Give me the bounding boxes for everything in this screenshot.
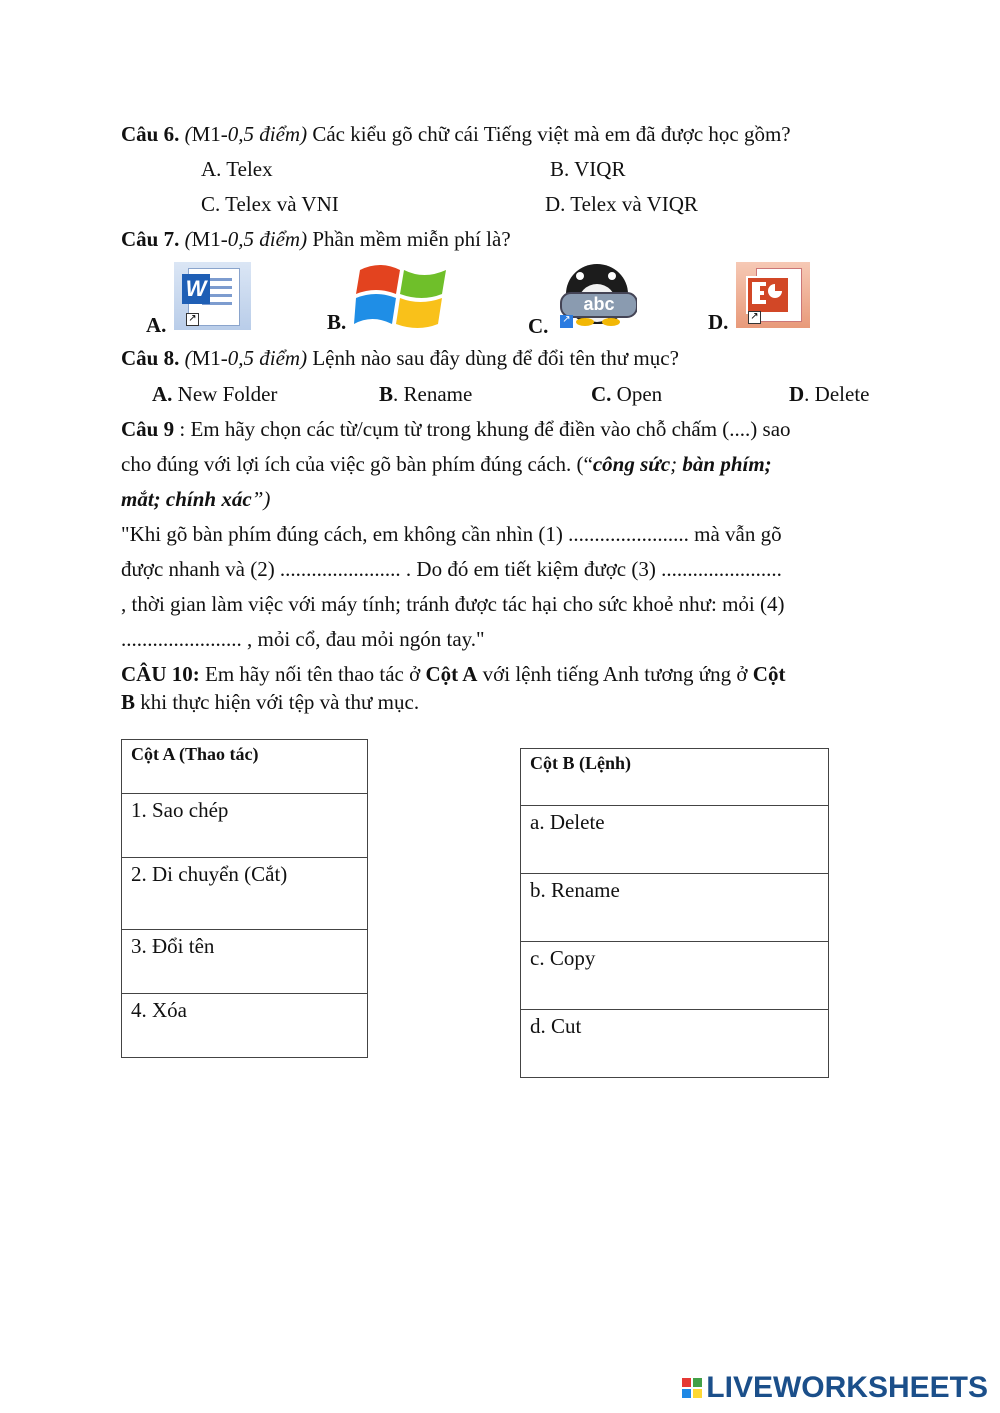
q8-option-a-letter: A. [152,382,173,406]
q7-option-c-letter[interactable]: C. [528,314,549,338]
q8-option-a-text: New Folder [172,382,278,406]
q9-label: Câu 9 [121,417,175,441]
q7-label: Câu 7. [121,227,180,251]
q10-text-4: khi thực hiện với tệp và thư mục. [135,690,420,714]
penguin-abc-icon[interactable] [556,262,637,330]
table-a-row[interactable]: 3. Đổi tên [122,930,368,994]
table-b-row[interactable]: c. Copy [521,942,829,1010]
q8-text: Lệnh nào sau đây dùng để đổi tên thư mục? [307,346,679,370]
q8-option-b[interactable] [379,382,472,407]
windows-logo-icon[interactable] [354,262,450,330]
q9-passage-1: "Khi gõ bàn phím đúng cách, em không cần nhìn (1) ....................... mà vẫn gõ [121,522,782,546]
q7-code-m: M1- [191,227,228,251]
liveworksheets-brand [682,1371,988,1405]
question-10 [121,662,785,687]
q8-code-open: ( [184,346,192,370]
q9-passage-2: được nhanh và (2) ....................... . Do đó em tiết kiệm được (3) ....................... [121,557,782,581]
q9-line2-text: cho đúng với lợi ích của việc gõ bàn phím đúng cách. (“ [121,452,593,476]
q6-option-a[interactable]: A. Telex [201,157,273,181]
q7-text: Phần mềm miễn phí là? [307,227,511,251]
q6-option-b[interactable]: B. VIQR [550,157,626,181]
q9-word-ban-phim: bàn phím; [682,452,772,476]
shortcut-arrow-icon: ↗ [560,315,573,328]
q8-option-a[interactable] [152,382,277,407]
question-7 [121,227,511,252]
question-9 [121,417,791,442]
abc-badge: abc [560,292,637,318]
q10-text-2: với lệnh tiếng Anh tương ứng ở [477,662,753,686]
q6-text: Các kiểu gõ chữ cái Tiếng việt mà em đã được học gồm? [307,122,791,146]
table-a-header: Cột A (Thao tác) [122,740,368,794]
shortcut-arrow-icon: ↗ [186,313,199,326]
table-b-row[interactable]: b. Rename [521,874,829,942]
q9-word-cong-suc: công sức [592,452,671,476]
table-column-a [121,739,368,1058]
q8-option-c-text: Open [611,382,663,406]
table-b-row[interactable]: d. Cut [521,1010,829,1078]
q8-option-c[interactable] [591,382,662,407]
q8-option-c-letter: C. [591,382,612,406]
q10-col-b: Cột [752,662,786,686]
windows-flag-graphic [354,262,450,330]
table-b-row[interactable]: a. Delete [521,806,829,874]
q10-b: B [121,690,136,714]
q8-option-d-text: . Delete [804,382,870,406]
question-6 [121,122,791,147]
q8-label: Câu 8. [121,346,180,370]
q9-passage-4: ....................... , mỏi cổ, đau mỏi ngón tay." [121,627,485,651]
q8-option-d-letter: D [789,382,805,406]
table-a-row[interactable]: 1. Sao chép [122,794,368,858]
powerpoint-icon[interactable] [736,262,810,328]
q7-code-points: 0,5 điểm) [227,227,308,251]
q9-line3 [121,487,270,512]
q7-option-d-letter[interactable]: D. [708,310,729,334]
q8-option-b-text: . Rename [393,382,473,406]
q7-option-a-letter[interactable]: A. [146,313,167,337]
brand-name: LIVEWORKSHEETS [706,1371,988,1404]
q10-line2 [121,690,419,715]
q8-code-m: M1- [191,346,228,370]
q10-label: CÂU 10: [121,662,200,686]
q6-label: Câu 6. [121,122,180,146]
table-column-b [520,748,829,1078]
q8-option-d[interactable] [789,382,869,407]
q6-code-open: ( [184,122,192,146]
q10-col-a: Cột A [425,662,478,686]
q9-sep: ; [670,452,683,476]
q6-option-c[interactable]: C. Telex và VNI [201,192,339,216]
table-a-row[interactable]: 2. Di chuyển (Cắt) [122,858,368,930]
q9-word-mat-chinh-xac: mắt; chính xác [121,487,252,511]
q9-line1: : Em hãy chọn các từ/cụm từ trong khung để điền vào chỗ chấm (....) sao [174,417,791,441]
q8-option-b-letter: B [379,382,394,406]
q9-line2 [121,452,772,477]
q10-text-1: Em hãy nối tên thao tác ở [199,662,426,686]
table-b-header: Cột B (Lệnh) [521,749,829,806]
word-icon[interactable] [174,262,251,330]
q9-passage-3: , thời gian làm việc với máy tính; tránh được tác hại cho sức khoẻ như: mỏi (4) [121,592,785,616]
q7-code-open: ( [184,227,192,251]
liveworksheets-logo-icon [682,1378,702,1398]
q6-option-d[interactable]: D. Telex và VIQR [545,192,698,216]
q6-code-points: 0,5 điểm) [227,122,308,146]
table-a-row[interactable]: 4. Xóa [122,994,368,1058]
q6-code-m: M1- [191,122,228,146]
q9-close: ”) [251,487,271,511]
shortcut-arrow-icon: ↗ [748,311,761,324]
q7-option-b-letter[interactable]: B. [327,310,347,334]
q8-code-points: 0,5 điểm) [227,346,308,370]
question-8 [121,346,679,371]
word-w-glyph: W [182,274,210,304]
